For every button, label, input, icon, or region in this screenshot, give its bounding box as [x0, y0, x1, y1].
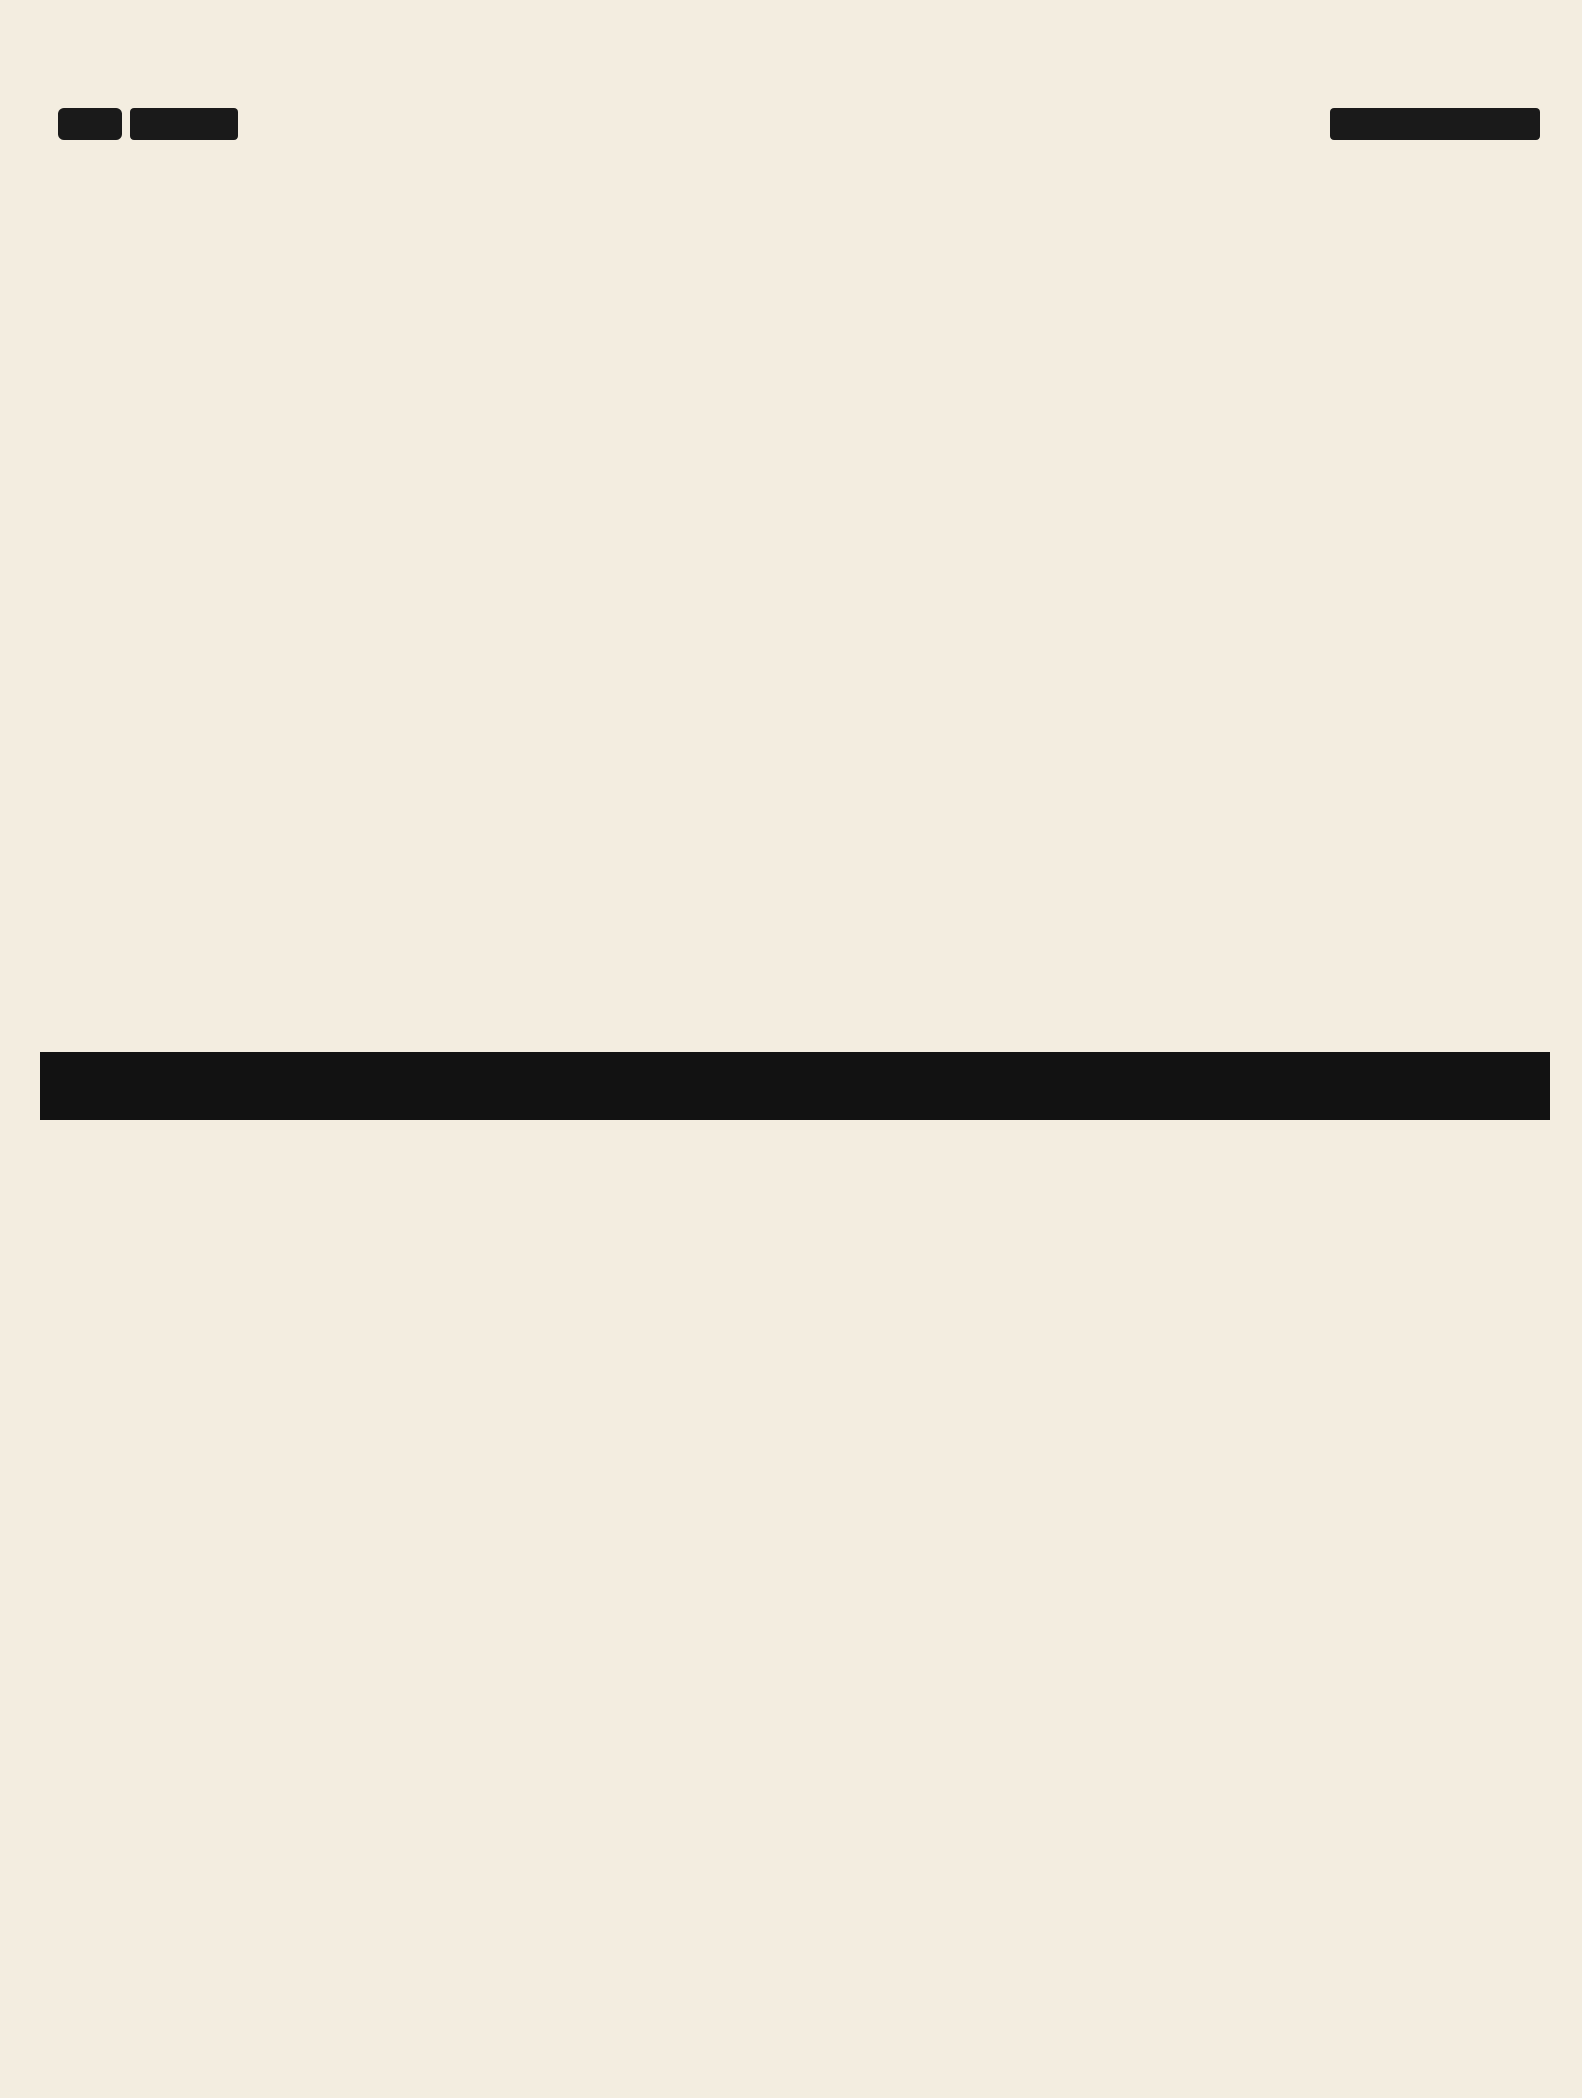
- results-banner: [40, 1052, 1550, 1120]
- page-number: [58, 108, 122, 140]
- section-tag: [1330, 108, 1540, 140]
- masthead: [58, 108, 1540, 142]
- paper-logo: [130, 108, 238, 140]
- results-columns: [40, 1125, 1555, 2085]
- preview-columns: [40, 338, 1555, 1150]
